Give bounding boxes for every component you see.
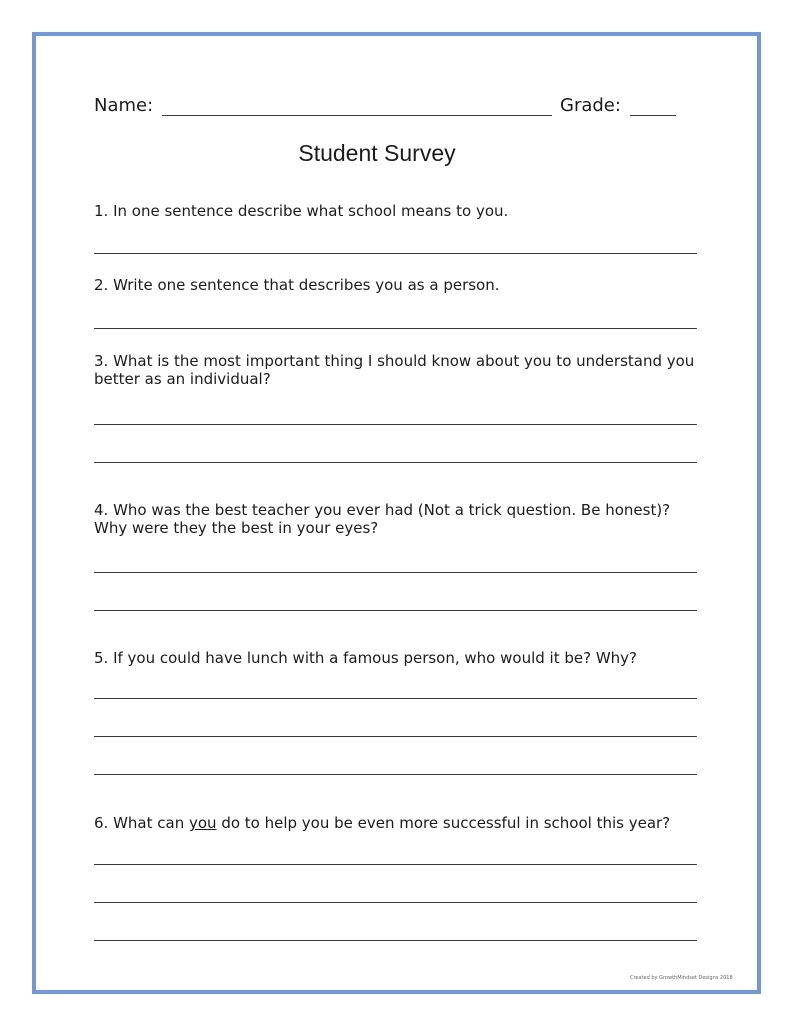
answer-line[interactable] [94, 424, 697, 425]
question-6-start: 6. What can [94, 814, 189, 832]
answer-line[interactable] [94, 864, 697, 865]
name-field-line[interactable] [162, 115, 552, 116]
answer-line[interactable] [94, 902, 697, 903]
answer-line[interactable] [94, 253, 697, 254]
question-6 [94, 814, 706, 832]
answer-line[interactable] [94, 328, 697, 329]
answer-line[interactable] [94, 774, 697, 775]
question-1: 1. In one sentence describe what school means to you. [94, 202, 509, 220]
name-label: Name: [94, 95, 154, 116]
question-2: 2. Write one sentence that describes you as a person. [94, 276, 500, 294]
answer-line[interactable] [94, 736, 697, 737]
question-4: 4. Who was the best teacher you ever had (Not a trick question. Be honest)? Why were they the best in your eyes? [94, 501, 671, 537]
answer-line[interactable] [94, 940, 697, 941]
credit-text: Created by GrowthMindset Designs 2018 [630, 975, 733, 981]
answer-line[interactable] [94, 698, 697, 699]
question-3: 3. What is the most important thing I should know about you to understand you better as an individual? [94, 352, 695, 388]
grade-field-line[interactable] [630, 115, 676, 116]
grade-label: Grade: [560, 95, 621, 116]
question-6-end: do to help you be even more successful in school this year? [216, 814, 671, 832]
question-6-emphasis: you [188, 814, 217, 832]
answer-line[interactable] [94, 610, 697, 611]
page-title: Student Survey [298, 140, 456, 166]
answer-line[interactable] [94, 572, 697, 573]
answer-line[interactable] [94, 462, 697, 463]
question-5: 5. If you could have lunch with a famous person, who would it be? Why? [94, 649, 638, 667]
